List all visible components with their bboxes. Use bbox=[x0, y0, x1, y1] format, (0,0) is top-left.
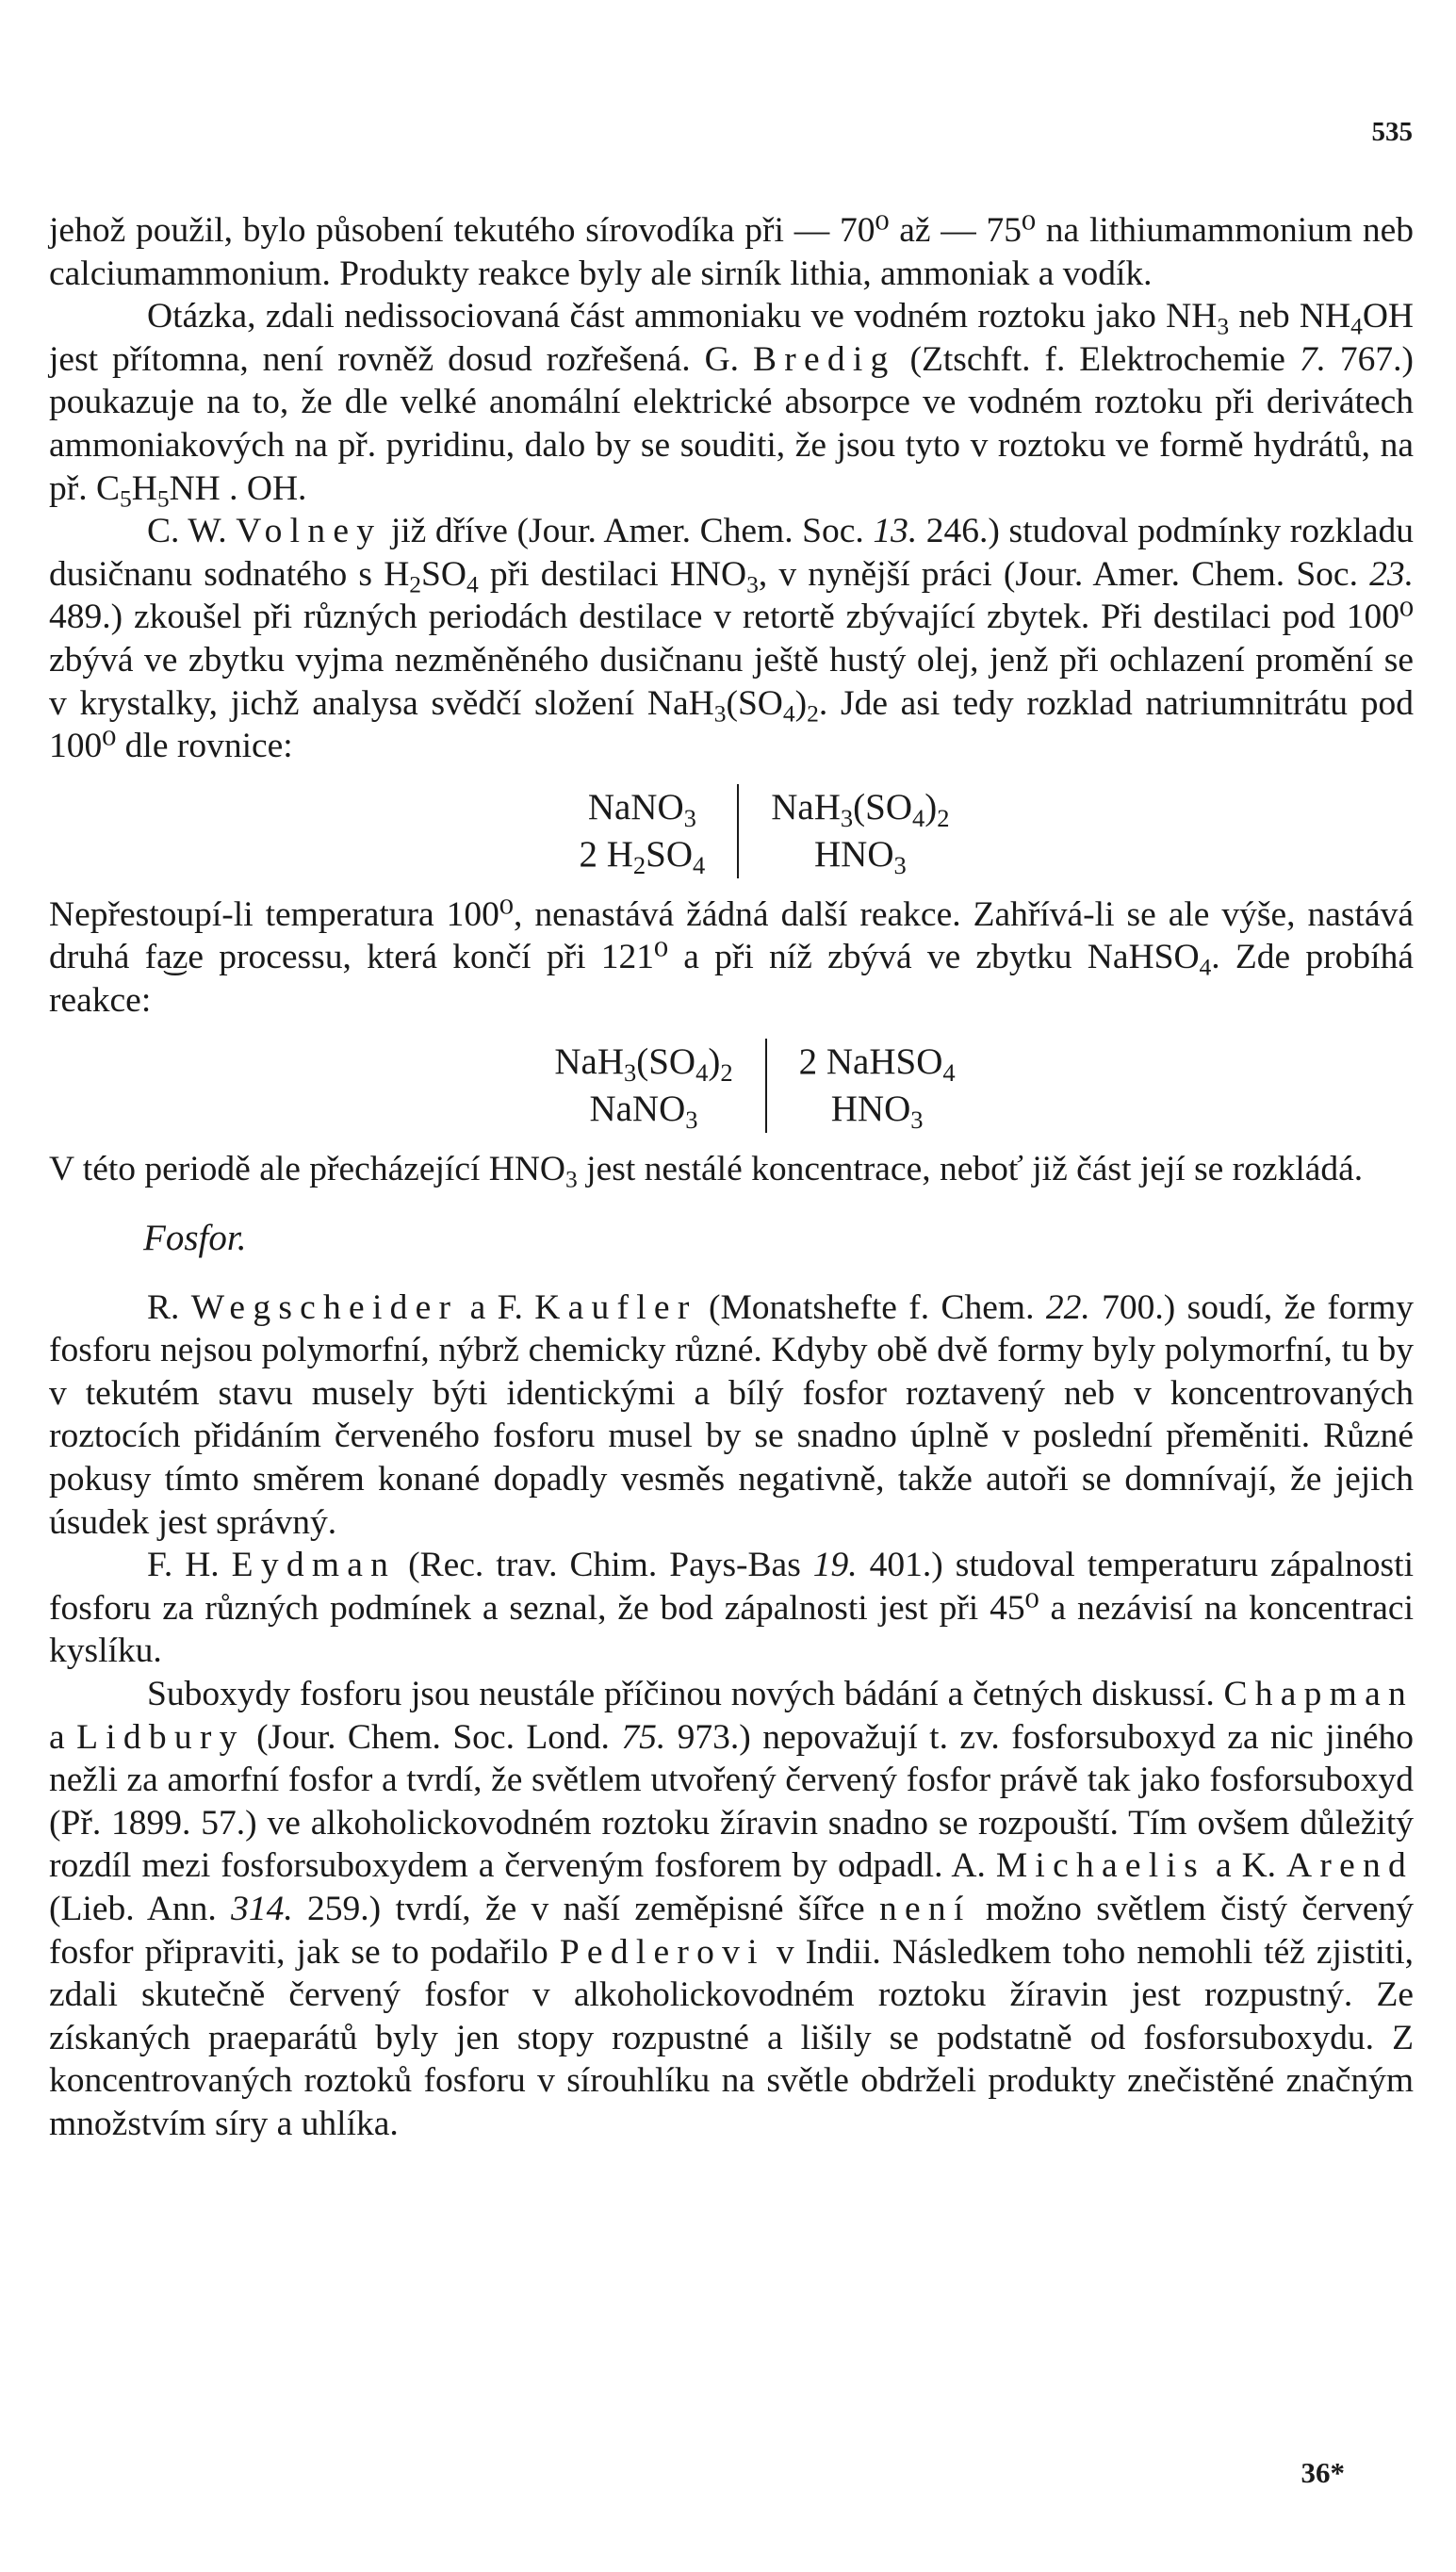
author-name: Michaelis bbox=[995, 1846, 1205, 1886]
author-name: Kaufler bbox=[534, 1287, 697, 1327]
volume-number: 23. bbox=[1369, 554, 1414, 594]
author-name: Chapman bbox=[1223, 1675, 1414, 1714]
page-body bbox=[49, 209, 1414, 2146]
equation-reactants: $NaH_3(SO_4)_2$ NaNO$_3$ bbox=[554, 1039, 766, 1133]
paragraph-eydman: F. H. Eydman (Rec. trav. Chim. Pays-Bas 19. 401.) studoval temperaturu zápalnosti fosforu za různých podmínek a seznal, že bod zápalnosti jest při 45⁰ a nezávisí na koncentraci kyslíku. bbox=[49, 1546, 1414, 1671]
paragraph-ammonia: Otázka, zdali nedissociovaná část ammoniaku ve vodném roztoku jako $NH_3$ neb $NH_4OH$ jest přítomna, není rovněž dosud rozřešená. G. Bredig (Ztschft. f. Elektrochemie 7. 767.) poukazuje na to, že dle velké anomální elektrické absorpce ve vodném roztoku při derivátech ammoniakových na př. pyridinu, dalo by se souditi, že jsou tyto v roztoku ve formě hydrátů, na př. $C_5H_5NH$ . OH. bbox=[49, 297, 1415, 513]
author-name: Bredig bbox=[752, 339, 896, 379]
volume-number: 75. bbox=[621, 1717, 666, 1757]
author-name: Wegscheider bbox=[190, 1287, 459, 1327]
paragraph-temperature: Nepřestoupí-li temperatura 100⁰, nenastává žádná další reakce. Zahřívá-li se ale výše, nastává druhá fa͜ze processu, která končí při 121⁰ a při níž zbývá ve zbytku NaHSO$_4$. Zde probíhá reakce: bbox=[49, 894, 1414, 1020]
volume-number: 19. bbox=[812, 1546, 858, 1585]
reaction-equation-2 bbox=[96, 1039, 1414, 1133]
emphasis-text: není bbox=[878, 1890, 972, 1928]
volume-number: 7. bbox=[1299, 339, 1326, 379]
paragraph-volney: C. W. Volney již dříve (Jour. Amer. Chem. Soc. 13. 246.) studoval podmínky rozkladu dusičnanu sodnatého s $H_2SO_4$ při destilaci $HNO_3$, v nynější práci (Jour. Amer. Chem. Soc. 23. 489.) zkoušel při různých periodách destilace v retortě zbývající zbytek. Při destilaci pod 100⁰ zbývá ve zbytku vyjma nezměněného dusičnanu ještě hustý olej, jenž při ochlazení promění se v krystalky, jichž analysa svědčí složení $NaH_3(SO_4)_2$. Jde asi tedy rozklad natriumnitrátu pod 100⁰ dle rovnice: bbox=[49, 512, 1414, 766]
paragraph-suboxydy: Suboxydy fosforu jsou neustále příčinou nových bádání a četných diskussí. Chapman a Lidbury (Jour. Chem. Soc. Lond. 75. 973.) nepovažují t. zv. fosforsuboxyd za nic jiného nežli za amorfní fosfor a tvrdí, že světlem utvořený červený fosfor právě tak jako fosforsuboxyd (Př. 1899. 57.) ve alkoholickovodném roztoku žíravin snadno se rozpouští. Tím ovšem důležitý rozdíl mezi fosforsuboxydem a červeným fosforem by odpadl. A. Michaelis a K. Arend (Lieb. Ann. 314. 259.) tvrdí, že v naší zeměpisné šířce není možno světlem čistý červený fosfor připraviti, jak se to podařilo Pedlerovi v Indii. Následkem toho nemohli též zjistiti, zdali skutečně červený fosfor v alkoholickovodném roztoku žíravin jest rozpustný. Ze získaných praeparátů byly jen stopy rozpustné a lišily se podstatně od fosforsuboxydu. Z koncentrovaných roztoků fosforu v sírouhlíku na světle obdrželi produkty znečistěné značným množstvím síry a uhlíka. bbox=[49, 1675, 1415, 2143]
signature-mark: 36* bbox=[1301, 2456, 1345, 2489]
author-name: Arend bbox=[1286, 1846, 1414, 1886]
reaction-equation-1 bbox=[115, 784, 1414, 878]
volume-number: 314. bbox=[231, 1890, 293, 1928]
author-name: Pedlerovi bbox=[559, 1932, 765, 1972]
volume-number: 13. bbox=[873, 512, 918, 551]
equation-products: $NaH_3(SO_4)_2$ $HNO_3$ bbox=[771, 786, 950, 879]
equation-reactants: NaNO$_3$ 2 $H_2SO_4$ bbox=[579, 784, 739, 878]
author-name: Lidbury bbox=[76, 1717, 245, 1757]
volume-number: 22. bbox=[1045, 1287, 1090, 1327]
author-name: Volney bbox=[236, 512, 383, 551]
section-heading-fosfor: Fosfor. bbox=[143, 1218, 247, 1259]
author-name: Eydman bbox=[231, 1546, 397, 1585]
equation-products: 2 NaHSO$_4$ $HNO_3$ bbox=[798, 1040, 956, 1134]
page-number: 535 bbox=[1371, 117, 1413, 147]
paragraph-wegscheider: R. Wegscheider a F. Kaufler (Monatshefte f. Chem. 22. 700.) soudí, že formy fosforu nejsou polymorfní, nýbrž chemicky různé. Kdyby obě dvě formy byly polymorfní, tu by v tekutém stavu musely býti identickými a bílý fosfor roztavený neb v koncentrovaných roztocích přidáním červeného fosforu musel by se snadno úplně v poslední přeměniti. Různé pokusy tímto směrem konané dopadly vesměs negativně, takže autoři se domnívají, že jejich úsudek jest správný. bbox=[49, 1287, 1414, 1542]
paragraph-lithium: jehož použil, bylo působení tekutého sírovodíka při — 70⁰ až — 75⁰ na lithiumammonium neb calciumammonium. Produkty reakce byly ale sirník lithia, ammoniak a vodík. bbox=[49, 211, 1414, 293]
paragraph-period: V této periodě ale přecházející $HNO_3$ jest nestálé koncentrace, neboť již část její se rozkládá. bbox=[49, 1149, 1364, 1193]
